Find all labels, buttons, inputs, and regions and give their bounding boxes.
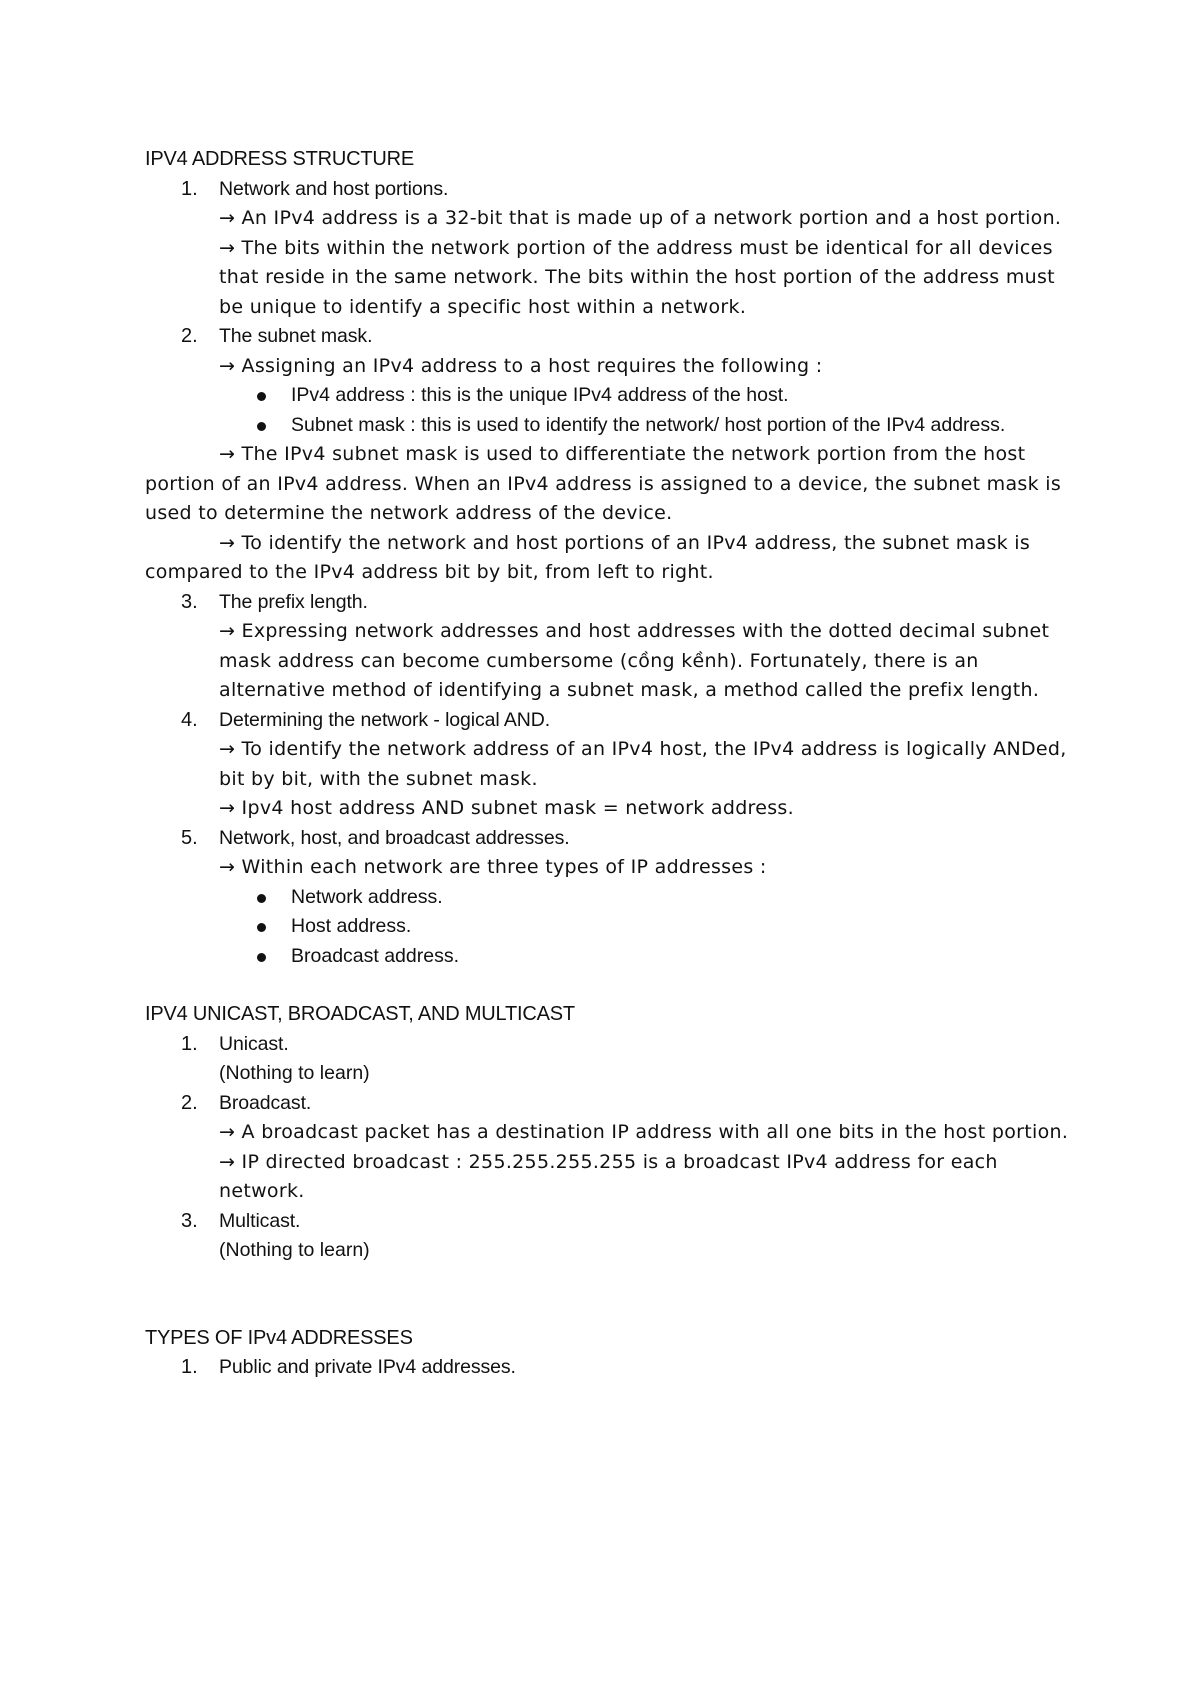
bullet-item	[291, 942, 1075, 972]
section-title: IPV4 ADDRESS STRUCTURE	[145, 148, 414, 170]
paragraph: → The bits within the network portion of the address must be identical for all devices that reside in the same network. The bits within the host portion of the address must be unique to identify a specific host within a network.	[219, 236, 1055, 318]
paragraph: → Ipv4 host address AND subnet mask = network address.	[219, 797, 794, 819]
list-number: 3.	[181, 1209, 198, 1232]
list-number: 2.	[181, 325, 198, 347]
bullet-item	[291, 381, 1075, 411]
bullet-item	[291, 883, 1075, 913]
paragraph: → A broadcast packet has a destination IP address with all one bits in the host portion.	[219, 1121, 1069, 1143]
section-title: TYPES OF IPv4 ADDRESSES	[145, 1326, 413, 1349]
list-number: 1.	[181, 177, 198, 200]
spacer	[145, 971, 1075, 1000]
bullet-icon	[257, 953, 266, 962]
item-title: Multicast.	[219, 1209, 301, 1232]
bullet-text: Network address.	[291, 885, 443, 908]
list-item	[145, 1030, 1075, 1089]
list-item	[145, 1207, 1075, 1266]
bullet-text: Subnet mask : this is used to identify the network/ host portion of the IPv4 address.	[291, 413, 1006, 436]
bullet-text: IPv4 address : this is the unique IPv4 address of the host.	[291, 384, 789, 406]
bullet-list	[219, 883, 1075, 972]
paragraph: → Within each network are three types of IP addresses :	[219, 856, 767, 878]
item-title: Public and private IPv4 addresses.	[219, 1356, 516, 1378]
item-title: Network and host portions.	[219, 177, 449, 200]
list-item	[145, 322, 1075, 440]
bullet-icon	[257, 894, 266, 903]
list-item	[145, 1089, 1075, 1207]
paragraph: → To identify the network and host portions of an IPv4 address, the subnet mask is compared to the IPv4 address bit by bit, from left to right.	[145, 531, 1031, 583]
paragraph: → An IPv4 address is a 32-bit that is made up of a network portion and a host portion.	[219, 207, 1062, 229]
item-title: Network, host, and broadcast addresses.	[219, 826, 570, 849]
list-item	[145, 175, 1075, 323]
bullet-item	[291, 912, 1075, 942]
item-title: The prefix length.	[219, 590, 368, 613]
document-page	[145, 145, 1075, 1383]
list-item	[145, 588, 1075, 706]
list-item	[145, 824, 1075, 972]
note-text: (Nothing to learn)	[219, 1062, 370, 1084]
note-text: (Nothing to learn)	[219, 1239, 370, 1261]
paragraph: → Assigning an IPv4 address to a host requires the following :	[219, 354, 823, 377]
list-number: 1.	[181, 1032, 198, 1055]
item-title: The subnet mask.	[219, 325, 373, 347]
item-title: Determining the network - logical AND.	[219, 708, 551, 731]
bullet-item	[291, 411, 1075, 441]
bullet-icon	[257, 923, 266, 932]
bullet-text: Broadcast address.	[291, 944, 460, 967]
paragraph: → To identify the network address of an IPv4 host, the IPv4 address is logically ANDed, bit by bit, with the subnet mask.	[219, 738, 1067, 790]
bullet-text: Host address.	[291, 915, 412, 937]
paragraph: → The IPv4 subnet mask is used to differentiate the network portion from the host portion of an IPv4 address. When an IPv4 address is assigned to a device, the subnet mask is used to determine the network address of the device.	[145, 443, 1062, 524]
list-number: 4.	[181, 708, 198, 731]
bullet-list	[219, 381, 1075, 440]
bullet-icon	[257, 422, 266, 431]
item-title: Unicast.	[219, 1032, 289, 1055]
item-title: Broadcast.	[219, 1091, 312, 1114]
paragraph: → Expressing network addresses and host addresses with the dotted decimal subnet mask address can become cumbersome (cồng kềnh). Fortunately, there is an alternative method of identifying a subnet mask, a method called the prefix length.	[219, 620, 1050, 701]
list-item	[145, 1353, 1075, 1383]
paragraph: → IP directed broadcast : 255.255.255.255 is a broadcast IPv4 address for each network.	[219, 1150, 998, 1202]
list-number: 3.	[181, 590, 198, 613]
list-number: 5.	[181, 826, 198, 849]
list-number: 1.	[181, 1356, 198, 1378]
list-item	[145, 706, 1075, 824]
list-number: 2.	[181, 1091, 198, 1114]
bullet-icon	[257, 392, 266, 401]
spacer	[145, 1266, 1075, 1324]
section-title: IPV4 UNICAST, BROADCAST, AND MULTICAST	[145, 1003, 575, 1025]
